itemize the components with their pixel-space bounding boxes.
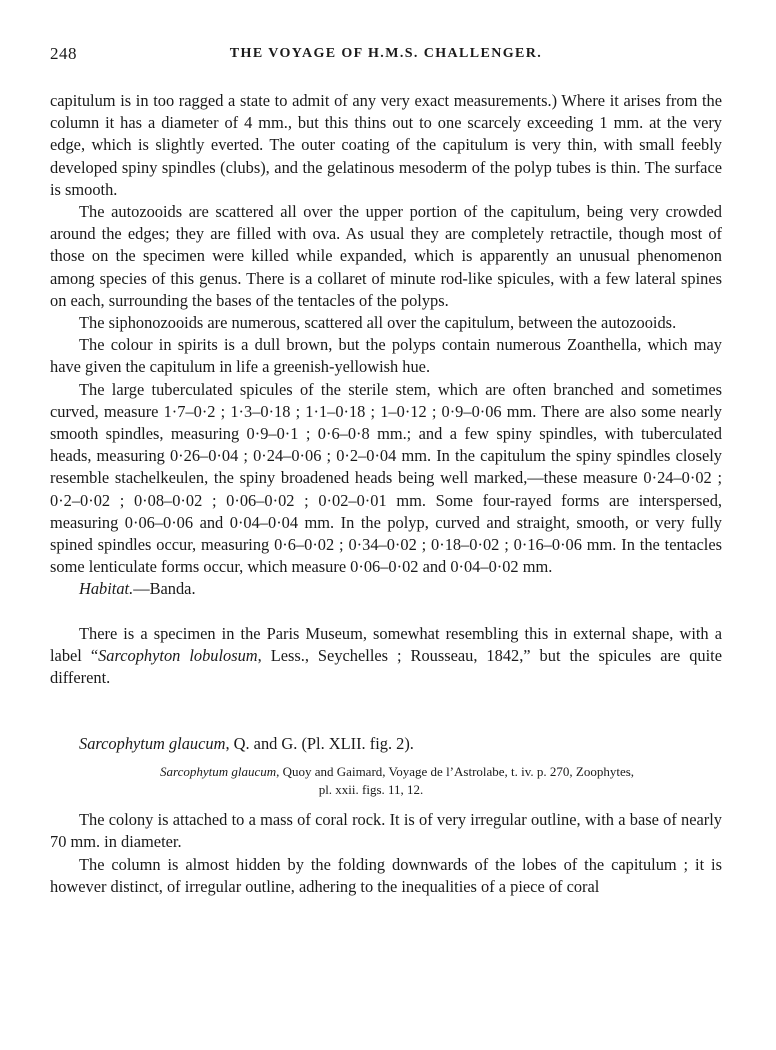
page-header (50, 44, 722, 68)
paragraph-paris-museum (50, 623, 722, 690)
species-authority: , Q. and G. (Pl. XLII. fig. 2). (225, 734, 414, 754)
species-heading (50, 733, 722, 755)
paragraph-siphonozooids: The siphonozooids are numerous, scattered all over the capitulum, between the autozooids. (79, 313, 677, 333)
paragraph-capitulum: capitulum is in too ragged a state to admit of any very exact measurements.) Where it arises from the column it has a diameter of 4 mm., but this thins out to one scarcely exceeding 1 mm. at the very edge, which is slightly everted. The outer coating of the capitulum is very thin, with small feebly developed spiny spindles (clubs), and the gelatinous mesoderm of the polyp tubes is thin. The surface is smooth. (50, 91, 722, 199)
paragraph-spicules: The large tuberculated spicules of the sterile stem, which are often branched and sometimes curved, measure 1·7–0·2 ; 1·3–0·18 ; 1·1–0·18 ; 1–0·12 ; 0·9–0·06 mm. There are also some nearly smooth spindles, measuring 0·9–0·1 ; 0·6–0·8 mm.; and a few spiny spindles, with tuberculated heads, measuring 0·26–0·04 ; 0·24–0·06 ; 0·2–0·04 mm. In the capitulum the spiny spindles closely resemble stachelkeulen, the spiny broadened heads being well marked,—these measure 0·24–0·02 ; 0·2–0·02 ; 0·08–0·02 ; 0·06–0·02 ; 0·02–0·01 mm. Some four-rayed forms are interspersed, measuring 0·06–0·06 and 0·04–0·04 mm. In the polyp, curved and straight, smooth, or very fully spined spindles occur, measuring 0·6–0·02 ; 0·34–0·02 ; 0·18–0·02 ; 0·16–0·06 mm. In the tentacles some lenticulate forms occur, which measure 0·06–0·02 and 0·04–0·02 mm. (50, 379, 722, 577)
paragraph-column: The column is almost hidden by the folding downwards of the lobes of the capitulum ; it is however distinct, of irregular outline, adhering to the inequalities of a piece of coral (50, 854, 722, 896)
page-body (50, 90, 722, 898)
species-name: Sarcophytum glaucum (79, 734, 226, 754)
paris-text-after: , Less., Seychelles ; Rousseau, 1842,” but the spicules are quite different. (50, 645, 723, 688)
synonym-ref-line2: pl. xxii. figs. 11, 12. (318, 782, 424, 798)
paragraph-autozooids: The autozooids are scattered all over the upper portion of the capitulum, being very crowded around the edges; they are filled with ova. As usual they are completely retractile, though most of those on the specimen were killed while expanded, which is apparently an unusual phenomenon among species of this genus. There is a collaret of minute rod-like spicules, with a few lateral spines on each, surrounding the bases of the tentacles of the polyps. (50, 202, 722, 310)
habitat-line (50, 578, 722, 600)
running-title: THE VOYAGE OF H.M.S. CHALLENGER. (229, 46, 543, 61)
synonym-reference (160, 763, 722, 799)
paris-text-before: There is a specimen in the Paris Museum, somewhat resembling this in external shape, with a label “ (50, 623, 722, 665)
paris-species-name: Sarcophyton lobulosum (98, 645, 258, 665)
habitat-label: Habitat. (79, 579, 134, 599)
synonym-ref-line1: , Quoy and Gaimard, Voyage de l’Astrolabe, t. iv. p. 270, Zoophytes, (276, 764, 635, 780)
paragraph-colony: The colony is attached to a mass of coral rock. It is of very irregular outline, with a base of nearly 70 mm. in diameter. (50, 810, 722, 852)
synonym-name: Sarcophytum glaucum (160, 764, 277, 780)
page-number: 248 (50, 44, 77, 63)
paragraph-colour: The colour in spirits is a dull brown, but the polyps contain numerous Zoanthella, which may have given the capitulum in life a greenish-yellowish hue. (50, 335, 722, 377)
habitat-value: —Banda. (133, 579, 196, 599)
